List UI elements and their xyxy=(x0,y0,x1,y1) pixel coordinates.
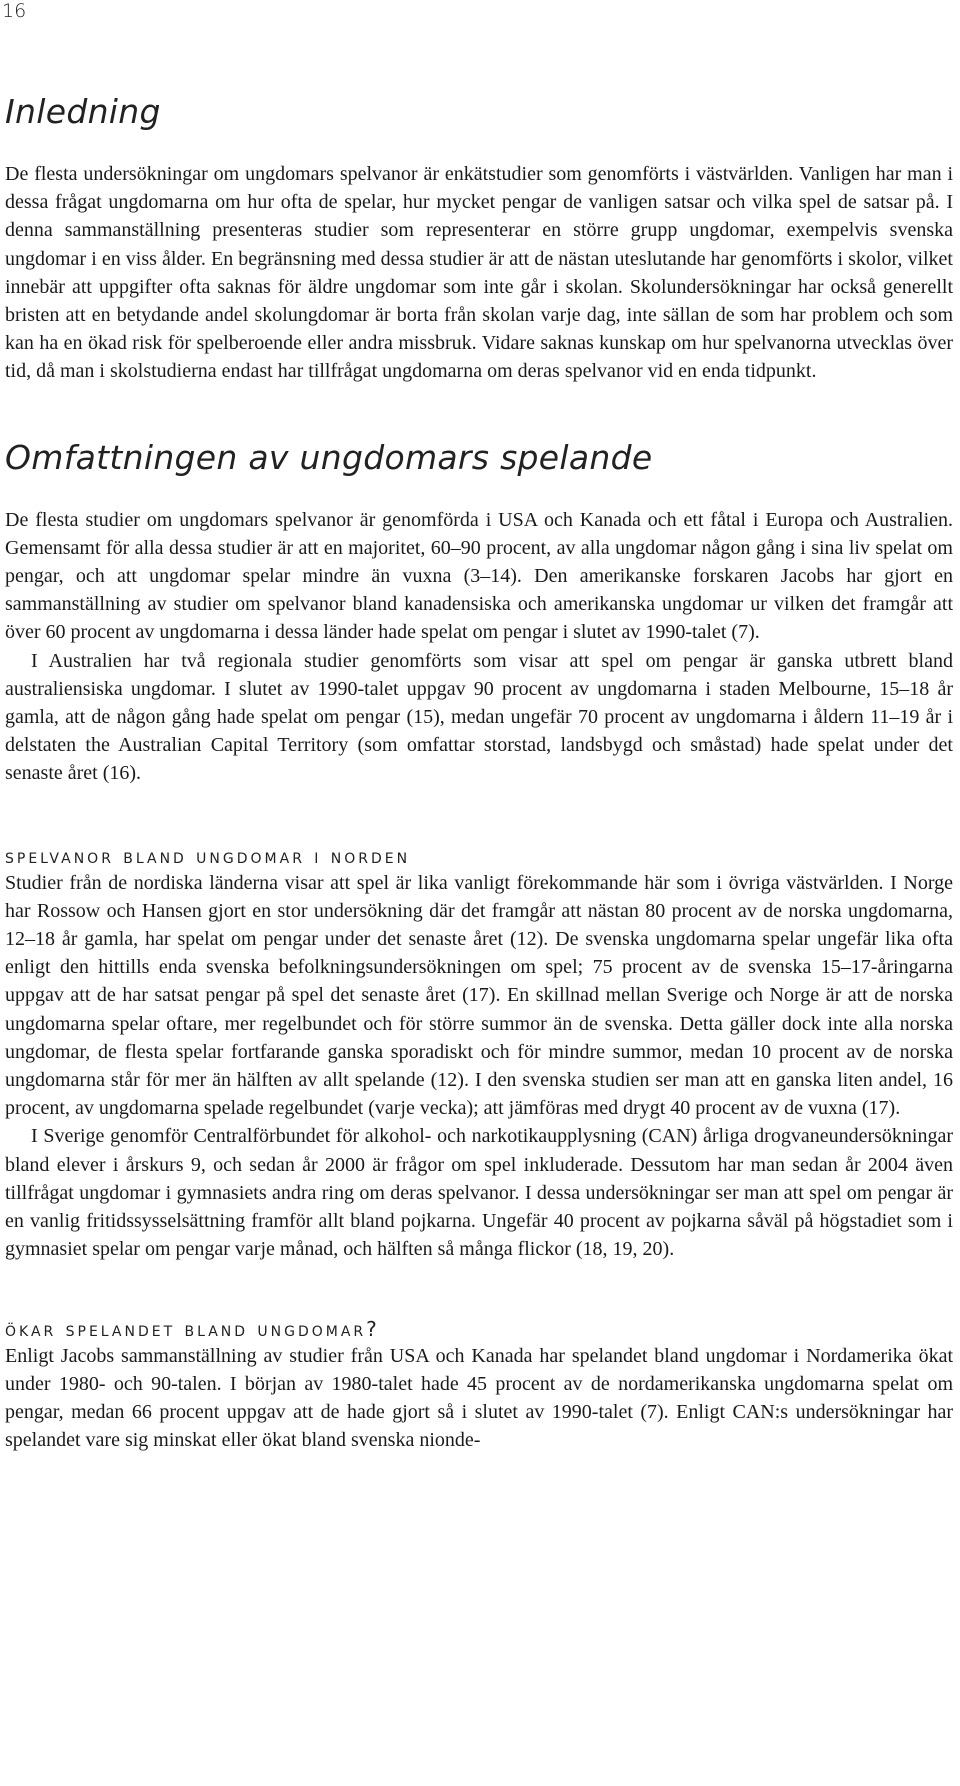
section-heading-omfattningen: Omfattningen av ungdomars spelande xyxy=(5,437,653,477)
paragraph-inledning-1: De flesta undersökningar om ungdomars spelvanor är enkätstudier som genomförts i västvärlden. Vanligen har man i dessa frågat ungdomarna om hur ofta de spelar, hur mycket pengar de vanligen satsar och vilka spel de satsar på. I denna sammanställning presenteras studier som representerar en större grupp ungdomar, exempelvis svenska ungdomar i en viss ålder. En begränsning med dessa studier är att de nästan uteslutande har genomförts i skolor, vilket innebär att uppgifter ofta saknas för äldre ungdomar som inte går i skolan. Skolundersökningar har också generellt bristen att en betydande andel skolungdomar är borta från skolan varje dag, inte sällan de som har problem och som kan ha en ökad risk för spelberoende eller andra missbruk. Vidare saknas kunskap om hur spelvanorna utvecklas över tid, då man i skolstudierna endast har tillfrågat ungdomarna om deras spelvanor vid en enda tidpunkt. xyxy=(5,163,953,383)
paragraph-norden-1: Studier från de nordiska länderna visar att spel är lika vanligt förekommande här som i övriga västvärlden. I Norge har Rossow och Hansen gjort en stor undersökning där det framgår att nästan 80 procent av de norska ungdomarna, 12–18 år gamla, har spelat om pengar under det senaste året (12). De svenska ungdomarna spelar ungefär lika ofta enligt den hittills enda svenska befolkningsundersökningen om spel; 75 procent av de svenska 15–17-åringarna uppgav att de har satsat pengar på spel det senaste året (17). En skillnad mellan Sverige och Norge är att de norska ungdomarna spelar oftare, mer regelbundet och för större summor än de svenska. Detta gäller dock inte alla norska ungdomar, de flesta spelar fortfarande ganska sporadiskt och för mindre summor, medan 10 procent av de norska ungdomarna står för mer än hälften av allt spelande (12). I den svenska studien ser man att en ganska liten andel, 16 procent, av ungdomarna spelade regelbundet (varje vecka); att jämföras med drygt 40 procent av de vuxna (17). xyxy=(5,871,953,1120)
subsection-heading-norden: spelvanor bland ungdomar i norden xyxy=(5,843,411,868)
subsection-heading-okar: ökar spelandet bland ungdomar? xyxy=(5,1316,380,1341)
page-number: 16 xyxy=(2,0,27,22)
paragraph-omfattningen-1: De flesta studier om ungdomars spelvanor är genomförda i USA och Kanada och ett fåtal i Europa och Australien. Gemensamt för alla dessa studier är att en majoritet, 60–90 procent, av alla ungdomar någon gång i sina liv spelat om pengar, och att ungdomar spelar mindre än vuxna (3–14). Den amerikanske forskaren Jacobs har gjort en sammanställning av studier om spelvanor bland kanadensiska och amerikanska ungdomar ur vilken det framgår att över 60 procent av ungdomarna i dessa länder hade spelat om pengar i slutet av 1990-talet (7). xyxy=(5,508,953,644)
section-heading-inledning: Inledning xyxy=(5,92,161,131)
paragraph-omfattningen-2: I Australien har två regionala studier genomförts som visar att spel om pengar är ganska utbrett bland australiensiska ungdomar. I slutet av 1990-talet uppgav 90 procent av ungdomarna i staden Melbourne, 15–18 år gamla, att de någon gång hade spelat om pengar (15), medan ungefär 70 procent av ungdomarna i åldern 11–19 år i delstaten the Australian Capital Territory (som omfattar storstad, landsbygd och småstad) hade spelat under det senaste året (16). xyxy=(5,649,953,785)
page-content xyxy=(5,80,953,1454)
paragraph-norden-2: I Sverige genomför Centralförbundet för alkohol- och narkotikaupplysning (CAN) årliga drogvaneundersökningar bland elever i årskurs 9, och sedan år 2000 är frågor om spel inkluderade. Dessutom har man sedan år 2004 även tillfrågat ungdomar i gymnasiets andra ring om deras spelvanor. I dessa undersökningar ser man att spel om pengar är en vanlig fritidssysselsättning framför allt bland pojkarna. Ungefär 40 procent av pojkarna såväl på högstadiet som i gymnasiet spelar om pengar varje månad, och hälften så många flickor (18, 19, 20). xyxy=(5,1125,953,1261)
paragraph-okar-1: Enligt Jacobs sammanställning av studier från USA och Kanada har spelandet bland ungdomar i Nordamerika ökat under 1980- och 90-talen. I början av 1980-talet hade 45 procent av de nordamerikanska ungdomarna spelat om pengar, medan 66 procent uppgav att de hade gjort så i slutet av 1990-talet (7). Enligt CAN:s undersökningar har spelandet vare sig minskat eller ökat bland svenska nionde- xyxy=(5,1344,953,1452)
